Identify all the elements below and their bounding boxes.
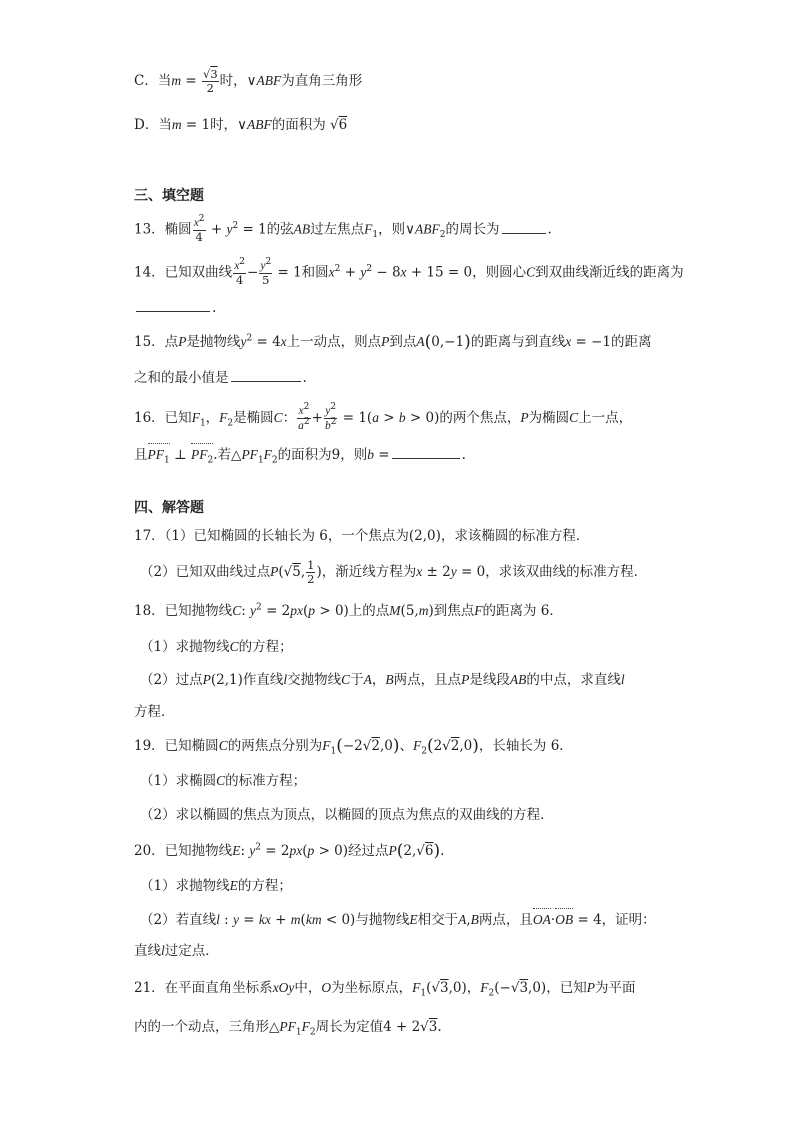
answer-blank[interactable]: [136, 299, 210, 312]
question-19-part-2: （2）求以椭圆的焦点为顶点，以椭圆的顶点为焦点的双曲线的方程．: [140, 807, 554, 823]
question-14-blank-line: .: [134, 298, 216, 318]
question-18: 18．已知抛物线C: $y^2 = 2px(p > 0)$上的点M(5,m)到焦点F的距离为 6．: [134, 602, 563, 619]
question-21: 21．在平面直角坐标系xOy中，O为坐标原点，$F_1(√3,0)$，$F_2(-√3,0)$，已知P为平面: [134, 980, 636, 999]
section-heading-fill-blank: 三、填空题: [134, 188, 204, 204]
question-20-part-2-line-2: 直线l过定点．: [134, 943, 219, 959]
question-15: 15．点P是抛物线$y^2 = 4x$上一动点，则点P到点A(0,−1)的距离与到直线x = −1的距离: [134, 332, 652, 352]
question-16-line-2: 且$PF_1$ ⊥ $PF_2$.若$\triangle PF_1F_2$的面积为9，则b = .: [134, 447, 466, 466]
answer-blank[interactable]: [502, 221, 546, 234]
question-16: 16．已知$F_1$，$F_2$是椭圆C： $\frac{x^2}{a^2}$ + $\frac{y^2}{b^2}$ = 1(a > b > 0)的两个焦点，P为椭圆C上一点，: [134, 402, 633, 432]
question-21-line-2: 内的一个动点，三角形$\triangle PF_1F_2$周长为定值4 + 2√3.: [134, 1019, 442, 1038]
question-17-part-2: （2）已知双曲线过点P(√5, $\frac{1}{2}$ )，渐近线方程为x ± 2y = 0，求该双曲线的标准方程．: [140, 558, 648, 586]
question-20-part-2: （2）若直线l : y = kx + m(km < 0)与抛物线E相交于A,B两点，且OA·OB = 4，证明：: [140, 912, 656, 928]
answer-blank[interactable]: [231, 369, 301, 382]
question-17-part-1: 17．（1）已知椭圆的长轴长为 6，一个焦点为(2,0)，求该椭圆的标准方程．: [134, 528, 590, 544]
question-14: 14．已知双曲线 $\frac{x^2}{4}$ − $\frac{y^2}{5}$ = 1和圆$x^2 + y^2 - 8x + 15 = 0$，则圆心C到双曲线渐近线的距离为: [134, 257, 684, 287]
question-18-part-2-line-2: 方程．: [134, 704, 175, 720]
question-20-part-1: （1）求抛物线E的方程；: [140, 878, 292, 894]
question-18-part-1: （1）求抛物线C的方程；: [140, 639, 293, 655]
answer-blank[interactable]: [392, 446, 460, 459]
option-d: D．当m = 1时，∨ABF的面积为 √6: [134, 117, 348, 133]
option-c: C．当m = $\frac{√3}{2}$ 时，∨ABF为直角三角形: [134, 67, 363, 95]
question-20: 20．已知抛物线E: $y^2 = 2px(p > 0)$经过点P(2,√6).: [134, 841, 445, 861]
section-heading-solutions: 四、解答题: [134, 500, 204, 516]
question-13: 13．椭圆 $\frac{x^2}{4}$ + $y^2 = 1$的弦AB过左焦点$F_1$，则$\vee ABF_2$的周长为 .: [134, 214, 552, 244]
question-18-part-2: （2）过点P(2,1)作直线l交抛物线C于A，B两点，且点P是线段AB的中点，求直线l: [140, 672, 625, 688]
question-15-line-2: 之和的最小值是 .: [134, 370, 307, 386]
question-19-part-1: （1）求椭圆C的标准方程；: [140, 773, 307, 789]
fraction: $\frac{√3}{2}$: [203, 67, 218, 95]
question-19: 19．已知椭圆C的两焦点分别为$F_1(-2√2,0)$、$F_2(2√2,0)$，长轴长为 6．: [134, 736, 573, 757]
